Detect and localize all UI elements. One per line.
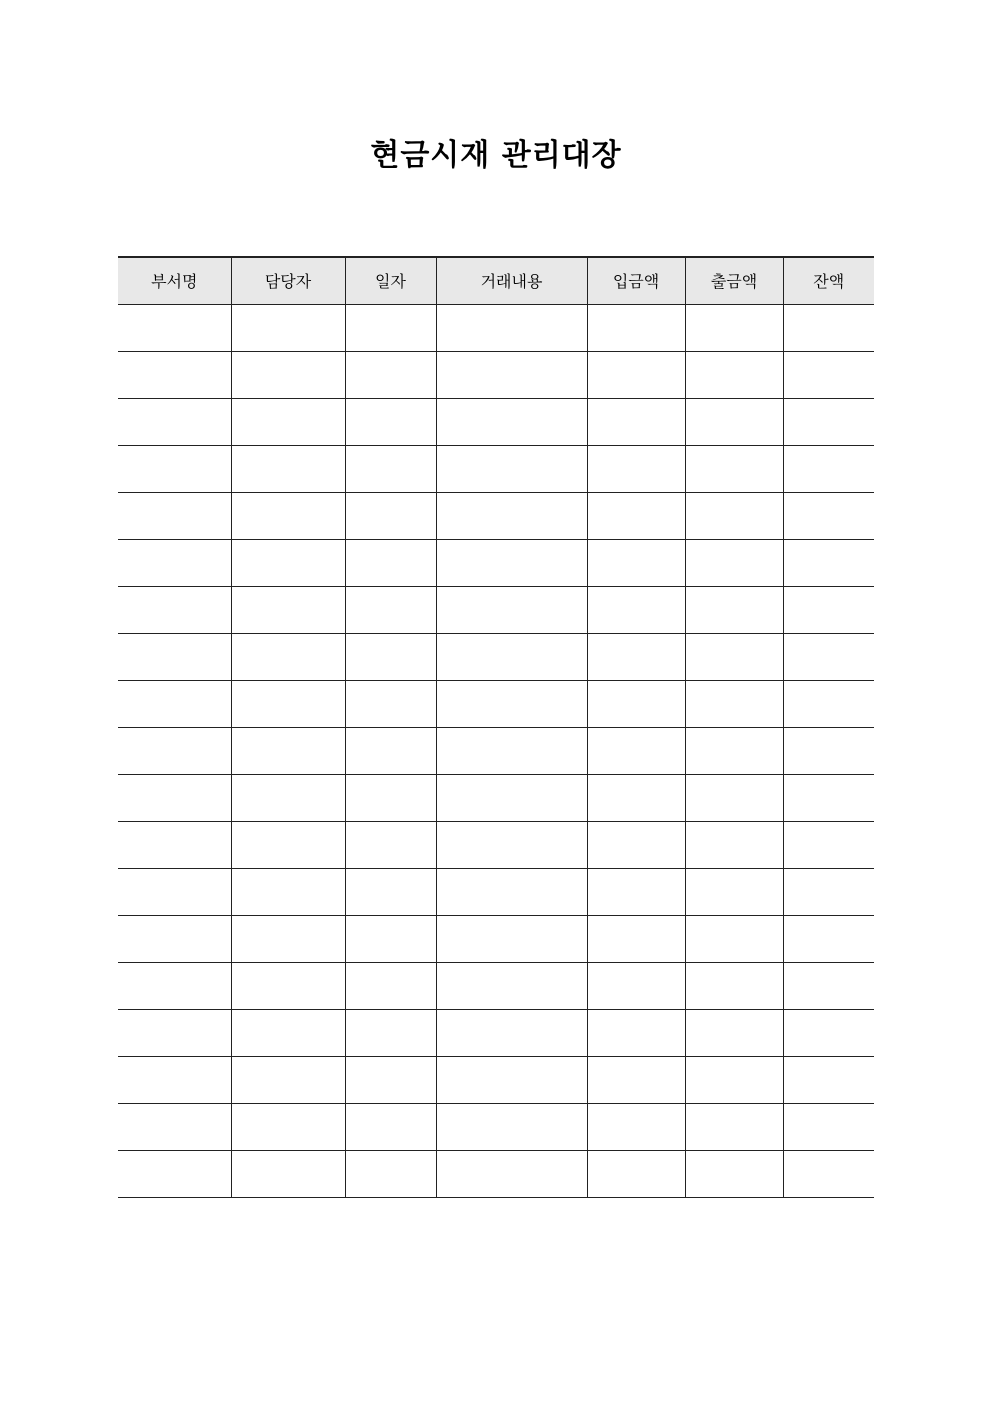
table-row — [118, 351, 874, 398]
cell-deposit-amount[interactable] — [587, 1056, 685, 1103]
cell-manager[interactable] — [231, 351, 345, 398]
table-row — [118, 1150, 874, 1197]
table-row — [118, 492, 874, 539]
cell-deposit-amount[interactable] — [587, 304, 685, 351]
cell-department[interactable] — [118, 680, 231, 727]
cell-manager[interactable] — [231, 821, 345, 868]
cell-withdrawal-amount[interactable] — [685, 915, 783, 962]
cell-date[interactable] — [345, 727, 436, 774]
header-department: 부서명 — [118, 257, 231, 304]
cell-manager[interactable] — [231, 304, 345, 351]
cell-balance[interactable] — [783, 351, 874, 398]
cell-withdrawal-amount[interactable] — [685, 727, 783, 774]
table-row — [118, 821, 874, 868]
cell-withdrawal-amount[interactable] — [685, 633, 783, 680]
cell-balance[interactable] — [783, 445, 874, 492]
cell-transaction-details[interactable] — [436, 351, 587, 398]
cell-date[interactable] — [345, 774, 436, 821]
cell-deposit-amount[interactable] — [587, 1103, 685, 1150]
cell-department[interactable] — [118, 633, 231, 680]
cell-date[interactable] — [345, 821, 436, 868]
cell-balance[interactable] — [783, 1103, 874, 1150]
cell-transaction-details[interactable] — [436, 1056, 587, 1103]
cell-transaction-details[interactable] — [436, 774, 587, 821]
cell-balance[interactable] — [783, 492, 874, 539]
cell-date[interactable] — [345, 492, 436, 539]
cell-manager[interactable] — [231, 962, 345, 1009]
cell-date[interactable] — [345, 680, 436, 727]
cell-manager[interactable] — [231, 445, 345, 492]
cell-balance[interactable] — [783, 539, 874, 586]
cell-balance[interactable] — [783, 304, 874, 351]
cell-department[interactable] — [118, 821, 231, 868]
cell-date[interactable] — [345, 539, 436, 586]
cell-deposit-amount[interactable] — [587, 1150, 685, 1197]
cell-withdrawal-amount[interactable] — [685, 962, 783, 1009]
cell-manager[interactable] — [231, 1103, 345, 1150]
header-date: 일자 — [345, 257, 436, 304]
cell-balance[interactable] — [783, 868, 874, 915]
cell-deposit-amount[interactable] — [587, 821, 685, 868]
cell-deposit-amount[interactable] — [587, 915, 685, 962]
cell-withdrawal-amount[interactable] — [685, 1009, 783, 1056]
table-row — [118, 586, 874, 633]
cell-deposit-amount[interactable] — [587, 680, 685, 727]
cell-withdrawal-amount[interactable] — [685, 868, 783, 915]
cell-balance[interactable] — [783, 821, 874, 868]
cell-deposit-amount[interactable] — [587, 633, 685, 680]
cell-transaction-details[interactable] — [436, 304, 587, 351]
table-row — [118, 680, 874, 727]
cell-date[interactable] — [345, 1009, 436, 1056]
cell-department[interactable] — [118, 351, 231, 398]
cell-manager[interactable] — [231, 680, 345, 727]
cell-deposit-amount[interactable] — [587, 445, 685, 492]
cell-manager[interactable] — [231, 774, 345, 821]
cell-manager[interactable] — [231, 633, 345, 680]
cell-transaction-details[interactable] — [436, 492, 587, 539]
cell-transaction-details[interactable] — [436, 1150, 587, 1197]
cell-department[interactable] — [118, 398, 231, 445]
cell-department[interactable] — [118, 445, 231, 492]
cell-date[interactable] — [345, 351, 436, 398]
cell-date[interactable] — [345, 445, 436, 492]
table-row — [118, 539, 874, 586]
cell-department[interactable] — [118, 962, 231, 1009]
cell-transaction-details[interactable] — [436, 727, 587, 774]
cell-transaction-details[interactable] — [436, 680, 587, 727]
cell-withdrawal-amount[interactable] — [685, 539, 783, 586]
cell-withdrawal-amount[interactable] — [685, 586, 783, 633]
cell-withdrawal-amount[interactable] — [685, 351, 783, 398]
table-row — [118, 727, 874, 774]
cell-deposit-amount[interactable] — [587, 539, 685, 586]
cell-balance[interactable] — [783, 1009, 874, 1056]
cell-deposit-amount[interactable] — [587, 868, 685, 915]
cell-manager[interactable] — [231, 586, 345, 633]
table-row — [118, 774, 874, 821]
cell-balance[interactable] — [783, 962, 874, 1009]
table-row — [118, 1009, 874, 1056]
cell-deposit-amount[interactable] — [587, 962, 685, 1009]
table-row — [118, 304, 874, 351]
cell-department[interactable] — [118, 304, 231, 351]
cell-date[interactable] — [345, 1103, 436, 1150]
cell-withdrawal-amount[interactable] — [685, 445, 783, 492]
cell-manager[interactable] — [231, 1056, 345, 1103]
cell-balance[interactable] — [783, 680, 874, 727]
table-row — [118, 398, 874, 445]
cell-balance[interactable] — [783, 586, 874, 633]
header-manager: 담당자 — [231, 257, 345, 304]
table-row — [118, 1056, 874, 1103]
cell-deposit-amount[interactable] — [587, 727, 685, 774]
cell-department[interactable] — [118, 586, 231, 633]
cell-transaction-details[interactable] — [436, 1103, 587, 1150]
cell-department[interactable] — [118, 727, 231, 774]
cell-date[interactable] — [345, 304, 436, 351]
cell-balance[interactable] — [783, 774, 874, 821]
cell-deposit-amount[interactable] — [587, 1009, 685, 1056]
cell-manager[interactable] — [231, 915, 345, 962]
table-row — [118, 962, 874, 1009]
cell-transaction-details[interactable] — [436, 915, 587, 962]
table-row — [118, 445, 874, 492]
cell-balance[interactable] — [783, 398, 874, 445]
header-withdrawal-amount: 출금액 — [685, 257, 783, 304]
cell-date[interactable] — [345, 1056, 436, 1103]
cell-department[interactable] — [118, 1009, 231, 1056]
header-balance: 잔액 — [783, 257, 874, 304]
cell-department[interactable] — [118, 1150, 231, 1197]
cell-manager[interactable] — [231, 868, 345, 915]
cell-transaction-details[interactable] — [436, 1009, 587, 1056]
cell-deposit-amount[interactable] — [587, 398, 685, 445]
cell-transaction-details[interactable] — [436, 821, 587, 868]
cell-transaction-details[interactable] — [436, 398, 587, 445]
cell-date[interactable] — [345, 398, 436, 445]
cell-date[interactable] — [345, 633, 436, 680]
cell-deposit-amount[interactable] — [587, 586, 685, 633]
cell-manager[interactable] — [231, 727, 345, 774]
cell-manager[interactable] — [231, 398, 345, 445]
table-row — [118, 915, 874, 962]
cell-manager[interactable] — [231, 1150, 345, 1197]
cell-transaction-details[interactable] — [436, 962, 587, 1009]
cell-withdrawal-amount[interactable] — [685, 398, 783, 445]
cell-transaction-details[interactable] — [436, 586, 587, 633]
header-deposit-amount: 입금액 — [587, 257, 685, 304]
cell-date[interactable] — [345, 962, 436, 1009]
cell-manager[interactable] — [231, 1009, 345, 1056]
cell-withdrawal-amount[interactable] — [685, 492, 783, 539]
cell-department[interactable] — [118, 1103, 231, 1150]
cell-department[interactable] — [118, 539, 231, 586]
table-row — [118, 1103, 874, 1150]
cell-manager[interactable] — [231, 492, 345, 539]
cell-withdrawal-amount[interactable] — [685, 1056, 783, 1103]
cell-date[interactable] — [345, 868, 436, 915]
cell-transaction-details[interactable] — [436, 539, 587, 586]
cell-withdrawal-amount[interactable] — [685, 774, 783, 821]
cell-transaction-details[interactable] — [436, 633, 587, 680]
cash-ledger-table — [118, 256, 874, 1198]
table-body — [118, 304, 874, 1197]
page-title: 현금시재 관리대장 — [370, 138, 622, 173]
cell-department[interactable] — [118, 915, 231, 962]
cell-balance[interactable] — [783, 1150, 874, 1197]
table-header-row — [118, 257, 874, 304]
cell-date[interactable] — [345, 1150, 436, 1197]
cell-deposit-amount[interactable] — [587, 492, 685, 539]
table-row — [118, 868, 874, 915]
cell-withdrawal-amount[interactable] — [685, 1150, 783, 1197]
cell-balance[interactable] — [783, 633, 874, 680]
table-row — [118, 633, 874, 680]
cell-department[interactable] — [118, 868, 231, 915]
cell-deposit-amount[interactable] — [587, 774, 685, 821]
cell-balance[interactable] — [783, 915, 874, 962]
cell-withdrawal-amount[interactable] — [685, 1103, 783, 1150]
cell-manager[interactable] — [231, 539, 345, 586]
cell-transaction-details[interactable] — [436, 868, 587, 915]
cell-withdrawal-amount[interactable] — [685, 304, 783, 351]
cell-balance[interactable] — [783, 1056, 874, 1103]
cell-department[interactable] — [118, 774, 231, 821]
cell-department[interactable] — [118, 1056, 231, 1103]
cell-transaction-details[interactable] — [436, 445, 587, 492]
cell-date[interactable] — [345, 586, 436, 633]
cell-withdrawal-amount[interactable] — [685, 821, 783, 868]
cell-withdrawal-amount[interactable] — [685, 680, 783, 727]
cell-date[interactable] — [345, 915, 436, 962]
cell-balance[interactable] — [783, 727, 874, 774]
cell-department[interactable] — [118, 492, 231, 539]
header-transaction-details: 거래내용 — [436, 257, 587, 304]
cell-deposit-amount[interactable] — [587, 351, 685, 398]
